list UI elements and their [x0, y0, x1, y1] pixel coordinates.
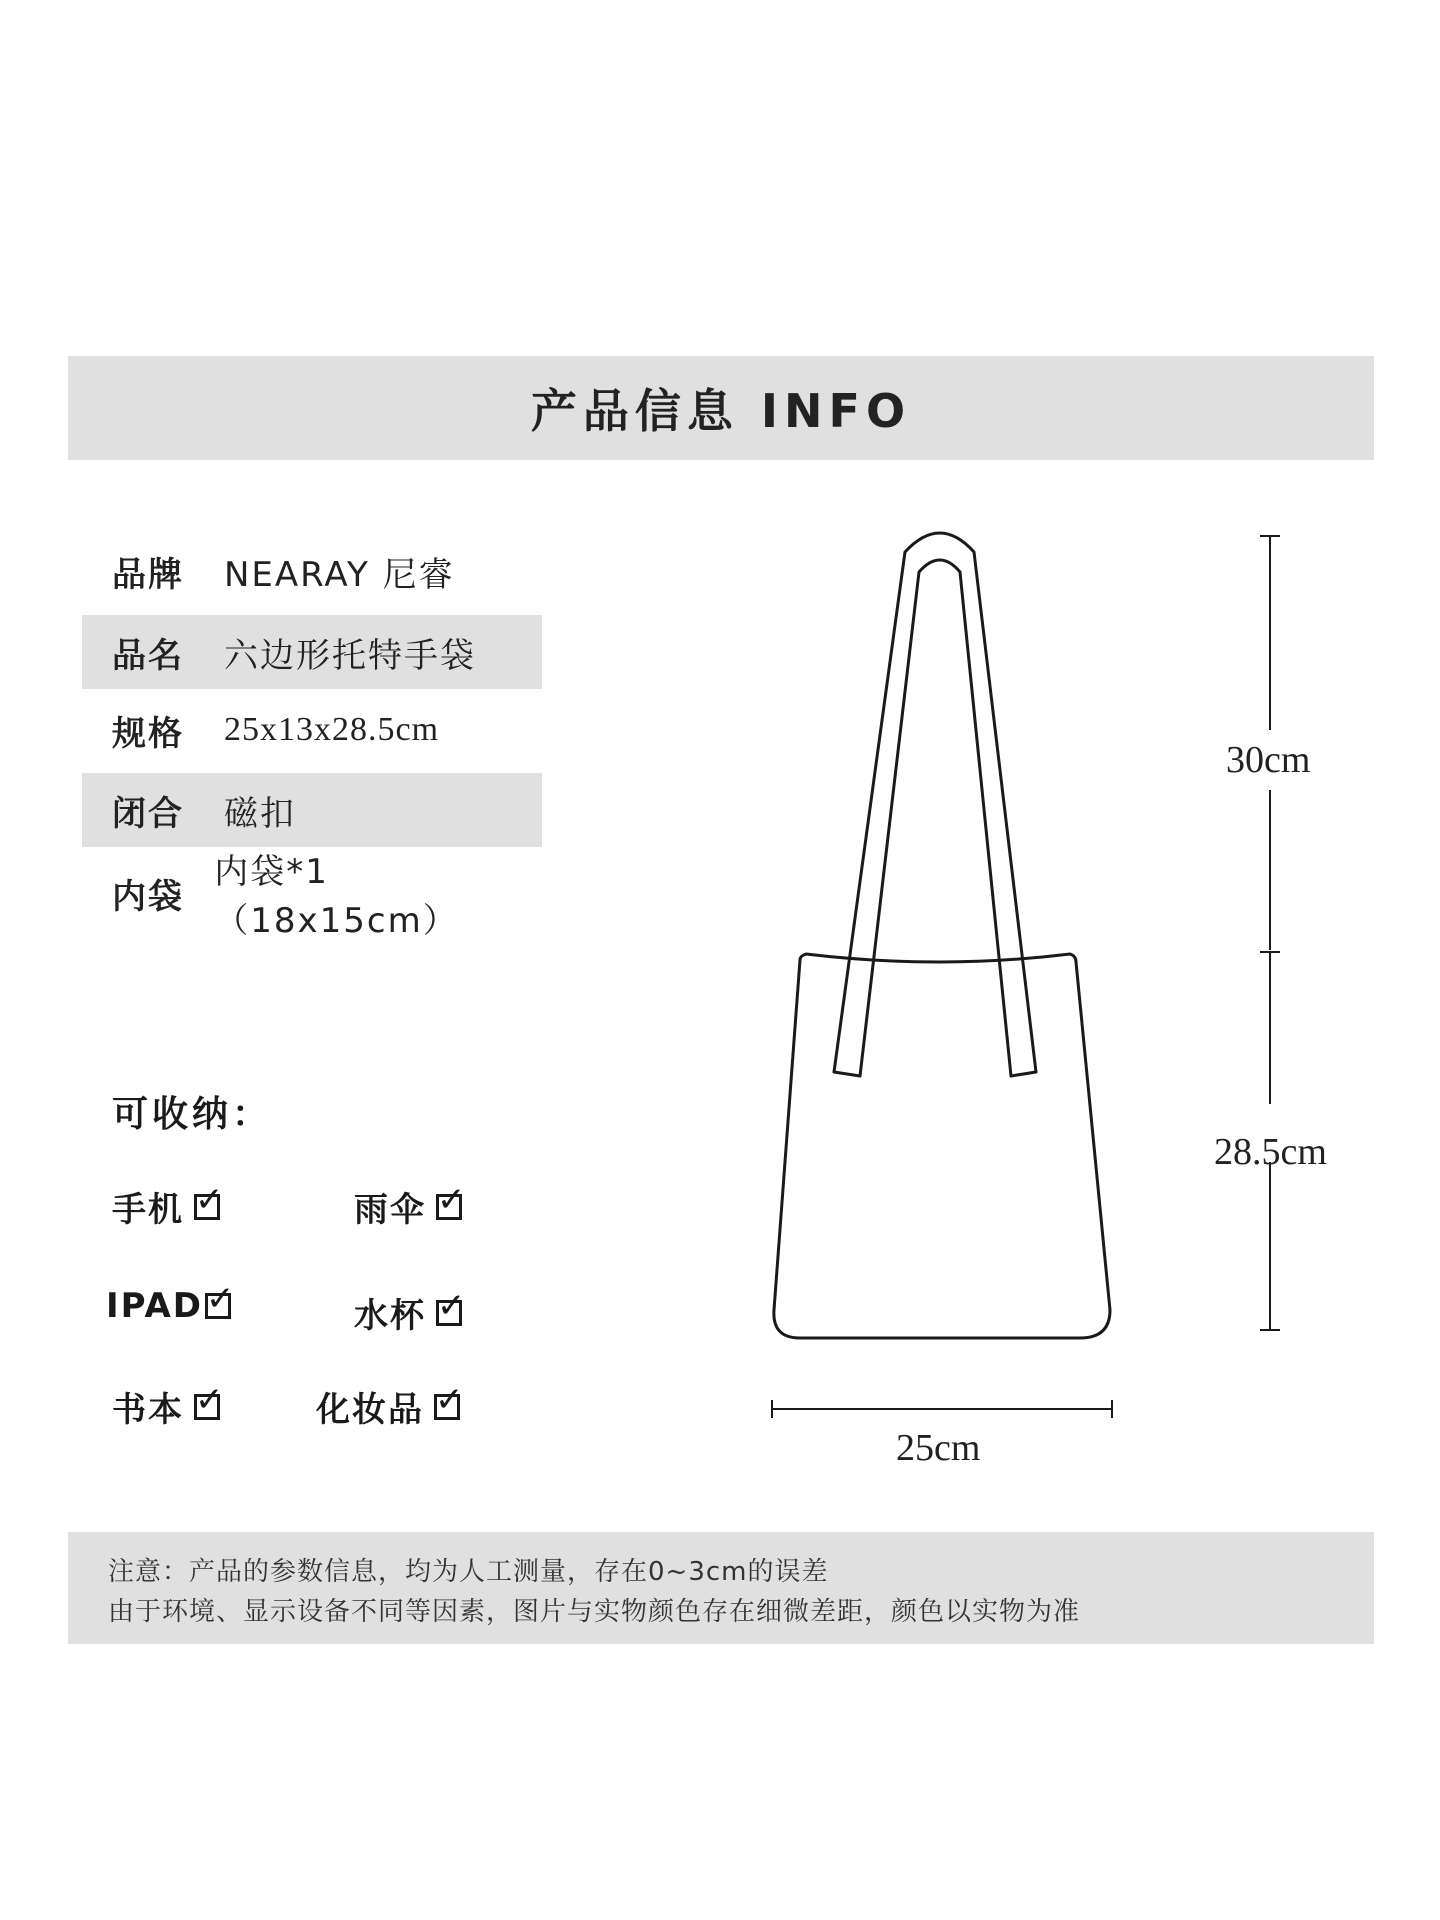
- storage-item-label: 化妆品: [316, 1390, 424, 1430]
- storage-title: 可收纳：: [112, 1094, 273, 1135]
- strap-outer-outline: [834, 533, 1036, 1072]
- notice-line: 由于环境、显示设备不同等因素，图片与实物颜色存在细微差距，颜色以实物为准: [108, 1597, 1081, 1627]
- width-dimension-line: [770, 1394, 1114, 1424]
- storage-item-book: [112, 1379, 226, 1431]
- checkbox-checked-icon: [436, 1179, 468, 1220]
- notice-line: 注意：产品的参数信息，均为人工测量，存在0~3cm的误差: [108, 1557, 829, 1587]
- spec-key: 品名: [112, 635, 184, 676]
- storage-item-label: 雨伞: [354, 1190, 426, 1230]
- storage-item-label: 书本: [112, 1390, 184, 1430]
- strap-height-label: 30cm: [1226, 739, 1311, 781]
- checkbox-checked-icon: [205, 1279, 237, 1319]
- checkbox-checked-icon: [194, 1379, 226, 1420]
- check-mark-icon: ✓: [195, 1379, 226, 1420]
- check-mark-icon: ✓: [437, 1285, 468, 1326]
- tote-bag-illustration: [740, 520, 1140, 1350]
- storage-item-umbrella: [354, 1179, 468, 1231]
- spec-row-brand: [82, 534, 542, 608]
- spec-row-name: [82, 615, 542, 689]
- spec-key: 规格: [112, 713, 184, 754]
- storage-item-cup: [354, 1285, 468, 1337]
- height-dimension-line: [1250, 534, 1290, 1334]
- spec-value: 六边形托特手袋: [224, 635, 476, 676]
- page-title: 产品信息 INFO: [530, 384, 912, 438]
- checkbox-checked-icon: [436, 1285, 468, 1326]
- width-label: 25cm: [896, 1427, 981, 1469]
- bag-body-outline: [774, 954, 1110, 1338]
- spec-value: 25x13x28.5cm: [224, 711, 440, 748]
- spec-key: 品牌: [112, 554, 184, 595]
- storage-item-ipad: [106, 1279, 237, 1326]
- spec-key: 内袋: [112, 876, 184, 917]
- storage-item-phone: [112, 1179, 226, 1231]
- checkbox-checked-icon: [434, 1379, 466, 1420]
- check-mark-icon: ✓: [205, 1279, 237, 1319]
- check-mark-icon: ✓: [437, 1179, 468, 1220]
- checkbox-checked-icon: [194, 1179, 226, 1220]
- spec-row-inner-pocket: [82, 852, 542, 941]
- storage-item-label: 手机: [112, 1190, 184, 1230]
- strap-inner-outline: [860, 560, 1011, 1076]
- spec-row-size: [82, 693, 542, 767]
- notice-panel: [68, 1532, 1374, 1644]
- spec-value: NEARAY 尼睿: [224, 554, 455, 595]
- storage-item-cosmetics: [316, 1379, 466, 1431]
- body-height-label: 28.5cm: [1214, 1131, 1327, 1173]
- check-mark-icon: ✓: [195, 1179, 226, 1220]
- header-banner: [68, 356, 1374, 460]
- spec-key: 闭合: [112, 793, 184, 834]
- check-mark-icon: ✓: [435, 1379, 466, 1420]
- storage-item-label: 水杯: [354, 1296, 426, 1336]
- spec-row-closure: [82, 773, 542, 847]
- storage-item-label: IPAD: [106, 1286, 203, 1326]
- spec-value: 内袋*1（18x15cm）: [214, 852, 459, 941]
- spec-value: 磁扣: [224, 793, 296, 834]
